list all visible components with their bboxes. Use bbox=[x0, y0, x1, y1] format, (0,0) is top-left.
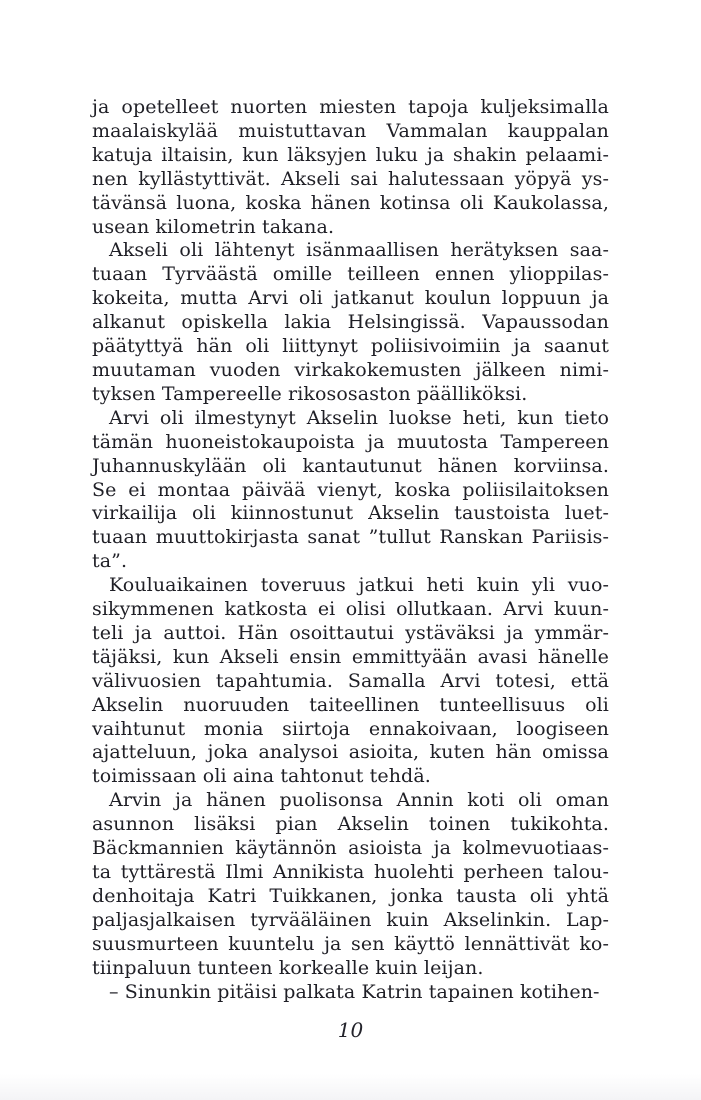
page-bottom-shade bbox=[0, 1074, 701, 1100]
text-line: Bäckmannien käytännön asioista ja kolmevuotiaas- bbox=[92, 837, 609, 860]
text-line: tuaan muuttokirjasta sanat ”tullut Ranskan Pariisis- bbox=[92, 526, 609, 549]
text-line: välivuosien tapahtumia. Samalla Arvi totesi, että bbox=[92, 669, 609, 692]
paragraph bbox=[92, 981, 609, 1005]
text-line: katuja iltaisin, kun läksyjen luku ja shakin pelaami- bbox=[92, 143, 609, 166]
paragraph bbox=[92, 239, 609, 406]
text-line: ta”. bbox=[92, 550, 128, 573]
paragraph bbox=[92, 407, 609, 574]
text-line: Se ei montaa päivää vienyt, koska poliisilaitoksen bbox=[92, 478, 609, 501]
text-line: denhoitaja Katri Tuikkanen, jonka tausta oli yhtä bbox=[92, 884, 609, 907]
text-line: päätyttyä hän oli liittynyt poliisivoimiin ja saanut bbox=[92, 335, 609, 358]
text-line: Arvi oli ilmestynyt Akselin luokse heti, kun tieto bbox=[109, 406, 609, 429]
text-line: virkailija oli kiinnostunut Akselin taustoista luet- bbox=[92, 502, 609, 525]
text-line: tämän huoneistokaupoista ja muutosta Tampereen bbox=[92, 430, 609, 453]
text-line: kokeita, mutta Arvi oli jatkanut koulun loppuun ja bbox=[92, 287, 609, 310]
text-line: Arvin ja hänen puolisonsa Annin koti oli oman bbox=[109, 789, 609, 812]
text-line: sikymmenen katkosta ei olisi ollutkaan. Arvi kuun- bbox=[92, 598, 609, 621]
paragraph bbox=[92, 789, 609, 980]
text-line: ajatteluun, joka analysoi asioita, kuten hän omissa bbox=[92, 741, 609, 764]
text-line: alkanut opiskella lakia Helsingissä. Vapaussodan bbox=[92, 311, 609, 334]
text-line: Juhannuskylään oli kantautunut hänen korviinsa. bbox=[92, 454, 609, 477]
text-line: toimissaan oli aina tahtonut tehdä. bbox=[92, 765, 431, 788]
text-line: nen kyllästyttivät. Akseli sai halutessaan yöpyä ys- bbox=[92, 167, 609, 190]
text-line: maalaiskylää muistuttavan Vammalan kauppalan bbox=[92, 119, 609, 142]
text-line: tävänsä luona, koska hänen kotinsa oli Kaukolassa, bbox=[92, 191, 609, 214]
text-line: täjäksi, kun Akseli ensin emmittyään avasi hänelle bbox=[92, 645, 609, 668]
text-line: ja opetelleet nuorten miesten tapoja kuljeksimalla bbox=[92, 96, 609, 118]
text-line: muutaman vuoden virkakokemusten jälkeen nimi- bbox=[92, 358, 609, 381]
text-line: suusmurteen kuuntelu ja sen käyttö lennättivät ko- bbox=[92, 932, 609, 955]
text-line: usean kilometrin takana. bbox=[92, 215, 335, 238]
text-line: Akselin nuoruuden taiteellinen tunteellisuus oli bbox=[92, 693, 609, 716]
text-line: paljasjalkaisen tyrvääläinen kuin Akselinkin. Lap- bbox=[92, 908, 609, 931]
text-line: vaihtunut monia siirtoja ennakoivaan, loogiseen bbox=[92, 717, 609, 740]
text-line: tyksen Tampereelle rikososaston päälliköksi. bbox=[92, 382, 528, 405]
text-line: teli ja auttoi. Hän osoittautui ystäväksi ja ymmär- bbox=[92, 621, 609, 644]
text-line: tiinpaluun tunteen korkealle kuin leijan. bbox=[92, 956, 484, 979]
text-line: tuaan Tyrväästä omille teilleen ennen ylioppilas- bbox=[92, 263, 609, 286]
text-line: Kouluaikainen toveruus jatkui heti kuin yli vuo- bbox=[109, 574, 609, 597]
paragraph bbox=[92, 96, 609, 239]
page-number: 10 bbox=[337, 1018, 364, 1042]
text-line: Akseli oli lähtenyt isänmaallisen herätyksen saa- bbox=[109, 239, 609, 262]
paragraph bbox=[92, 574, 609, 789]
text-line: – Sinunkin pitäisi palkata Katrin tapainen kotihen- bbox=[109, 980, 600, 1003]
text-line: asunnon lisäksi pian Akselin toinen tukikohta. bbox=[92, 813, 609, 836]
text-line: ta tyttärestä Ilmi Annikista huolehti perheen talou- bbox=[92, 861, 609, 883]
text-block bbox=[92, 96, 609, 1004]
